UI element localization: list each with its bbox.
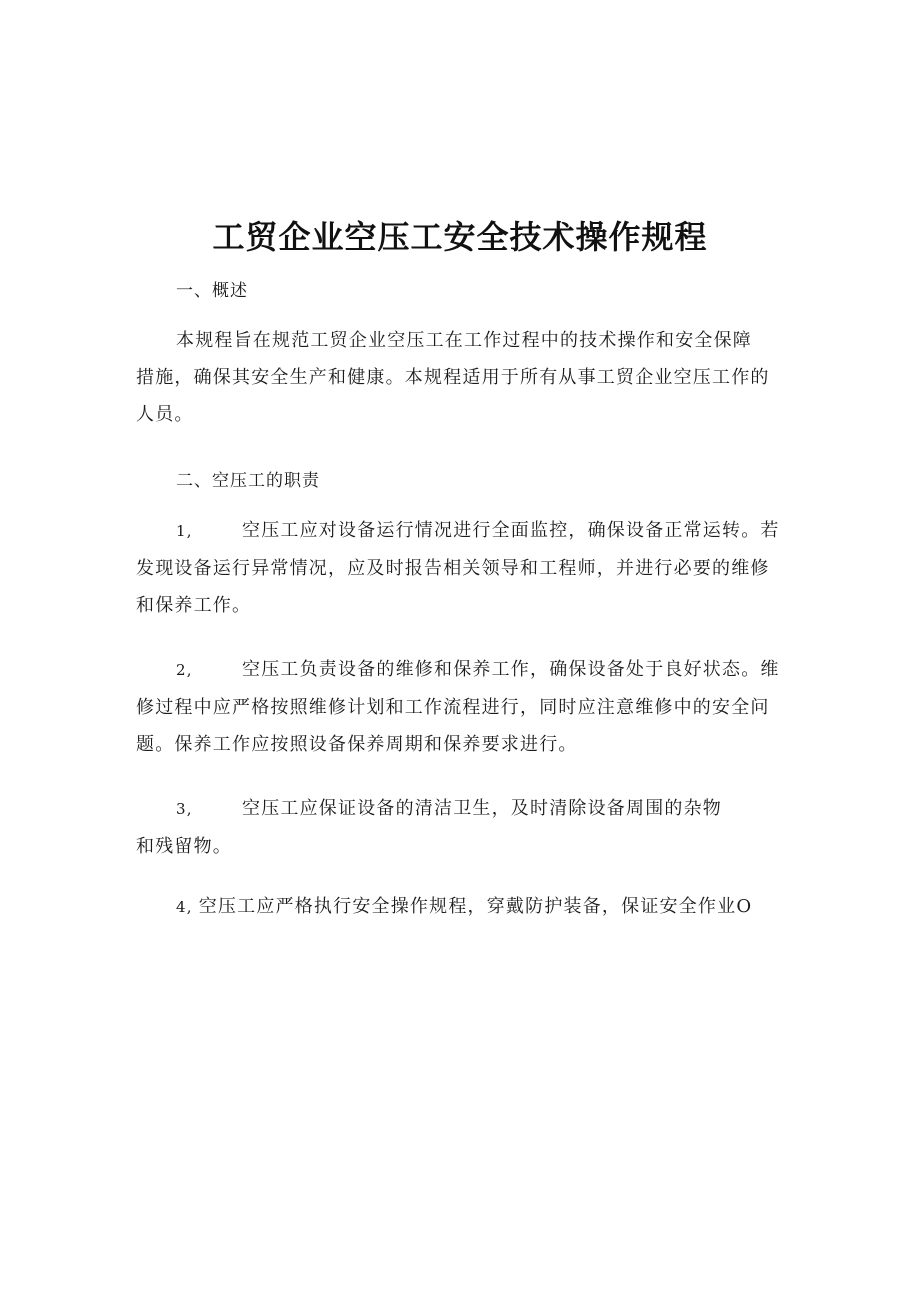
paragraph-line: 1, 空压工应对设备运行情况进行全面监控，确保设备正常运转。若 (136, 512, 796, 550)
paragraph-line: 4, 空压工应严格执行安全操作规程，穿戴防护装备，保证安全作业O (136, 888, 796, 926)
paragraph-line: 3, 空压工应保证设备的清洁卫生，及时清除设备周围的杂物 (136, 790, 796, 828)
section-heading-overview: 一、概述 (176, 281, 248, 301)
paragraph-line: 2, 空压工负责设备的维修和保养工作，确保设备处于良好状态。维 (136, 651, 796, 689)
duty-item-1 (136, 512, 796, 624)
item-number: 1, (176, 522, 193, 540)
paragraph-line: 措施，确保其安全生产和健康。本规程适用于所有从事工贸企业空压工作的 (136, 367, 770, 388)
section-heading-duties: 二、空压工的职责 (176, 471, 320, 491)
item-number: 4, (176, 898, 193, 916)
item-number: 2, (176, 661, 193, 679)
paragraph-line: 发现设备运行异常情况，应及时报告相关领导和工程师，并进行必要的维修 (136, 558, 770, 579)
duty-item-4 (136, 888, 796, 926)
overview-paragraph (136, 322, 796, 433)
item-number: 3, (176, 800, 193, 818)
duty-item-3 (136, 790, 796, 865)
document-title: 工贸企业空压工安全技术操作规程 (212, 218, 708, 256)
paragraph-line: 题。保养工作应按照设备保养周期和保养要求进行。 (136, 734, 578, 755)
paragraph-line: 和保养工作。 (136, 595, 252, 616)
paragraph-line: 修过程中应严格按照维修计划和工作流程进行，同时应注意维修中的安全问 (136, 697, 770, 718)
paragraph-line: 人员。 (136, 404, 194, 425)
paragraph-line: 本规程旨在规范工贸企业空压工在工作过程中的技术操作和安全保障 (176, 330, 752, 351)
paragraph-line: 和残留物。 (136, 836, 232, 857)
duty-item-2 (136, 651, 796, 763)
